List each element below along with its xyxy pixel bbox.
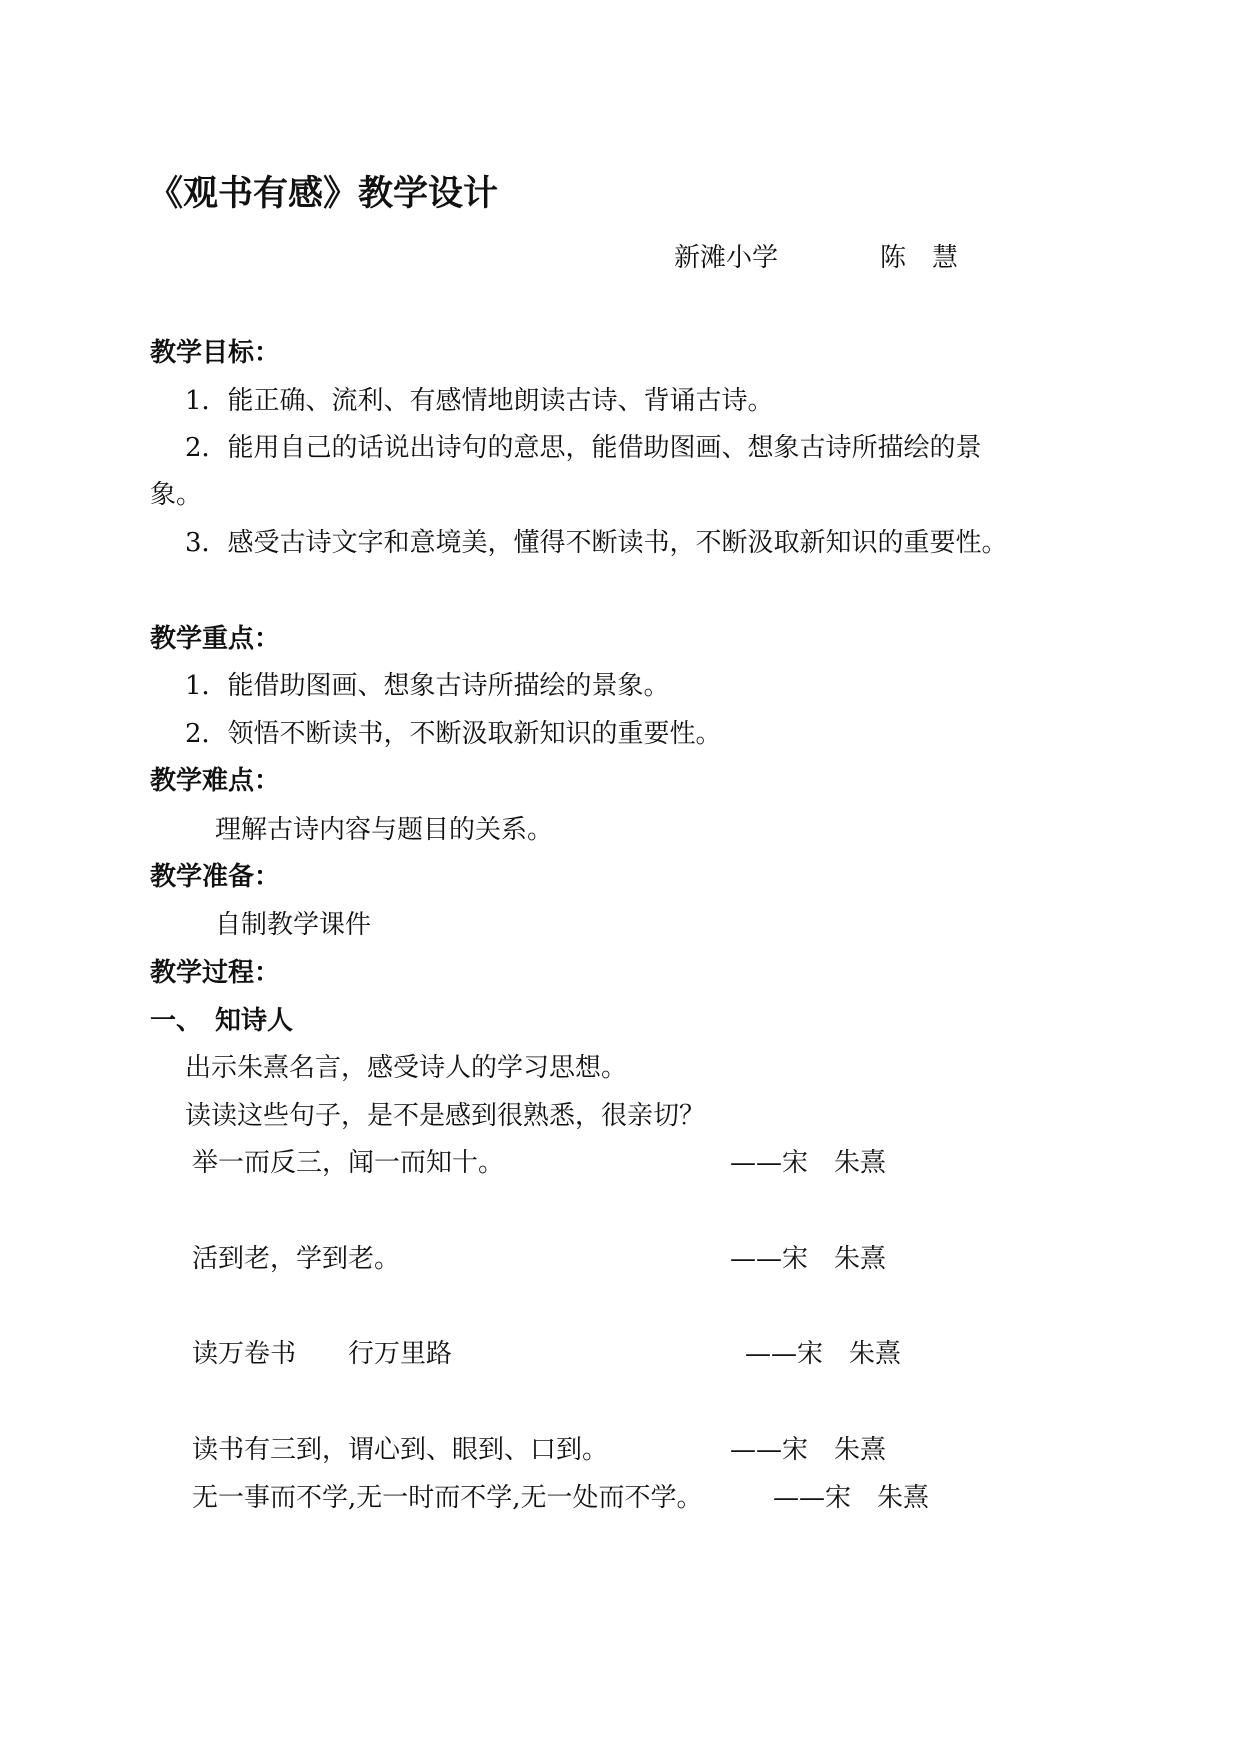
document-title: 《观书有感》教学设计 (148, 174, 499, 214)
goal-item-3: 3．感受古诗文字和意境美，懂得不断读书，不断汲取新知识的重要性。 (185, 528, 1008, 558)
process-heading: 教学过程： (150, 958, 281, 988)
key-point-item-1: 1．能借助图画、想象古诗所描绘的景象。 (185, 671, 670, 701)
process-intro-2: 读读这些句子，是不是感到很熟悉，很亲切？ (185, 1101, 706, 1131)
quote-text: 活到老，学到老。 (192, 1244, 401, 1274)
goals-heading: 教学目标： (150, 338, 281, 368)
section-1-title: 一、 知诗人 (150, 1006, 294, 1036)
difficulty-heading: 教学难点： (150, 766, 281, 796)
key-point-item-2: 2．领悟不断读书，不断汲取新知识的重要性。 (185, 719, 722, 749)
quote-source: ——宋 朱熹 (745, 1339, 902, 1369)
goal-item-1: 1．能正确、流利、有感情地朗读古诗、背诵古诗。 (185, 386, 774, 416)
quote-source: ——宋 朱熹 (730, 1148, 887, 1178)
process-intro-1: 出示朱熹名言，感受诗人的学习思想。 (185, 1053, 628, 1083)
difficulty-text: 理解古诗内容与题目的关系。 (215, 815, 554, 845)
key-points-heading: 教学重点： (150, 624, 281, 654)
school-name: 新滩小学 (674, 243, 779, 273)
preparation-text: 自制教学课件 (215, 910, 372, 940)
quote-source: ——宋 朱熹 (730, 1244, 887, 1274)
quote-text: 举一而反三，闻一而知十。 (192, 1148, 505, 1178)
author-name: 陈 慧 (880, 243, 959, 273)
goal-item-2: 2．能用自己的话说出诗句的意思，能借助图画、想象古诗所描绘的景 (185, 433, 982, 463)
preparation-heading: 教学准备： (150, 862, 281, 892)
quote-source: ——宋 朱熹 (773, 1483, 930, 1513)
quote-text: 无一事而不学,无一时而不学,无一处而不学。 (192, 1483, 703, 1513)
quote-source: ——宋 朱熹 (730, 1435, 887, 1465)
quote-text: 读书有三到，谓心到、眼到、口到。 (192, 1435, 609, 1465)
goal-item-2-continued: 象。 (150, 480, 203, 510)
quote-text: 读万卷书 行万里路 (192, 1339, 453, 1369)
